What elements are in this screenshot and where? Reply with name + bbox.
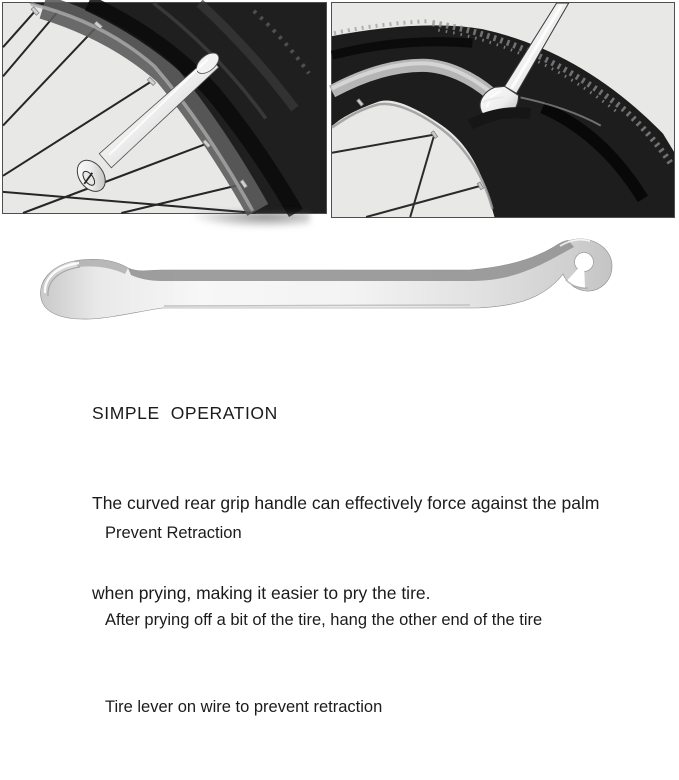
photo-lever-hooked-on-spoke — [2, 2, 327, 214]
section-line: Tire lever on wire to prevent retraction — [105, 698, 383, 716]
section-line: when prying, making it easier to pry the tire. — [92, 583, 431, 603]
photo-lever-prying-tire — [331, 2, 675, 218]
tire-lever-illustration — [0, 230, 679, 335]
right-photo-illustration — [332, 3, 674, 217]
left-photo-illustration — [3, 3, 326, 213]
tire-lever-product-image — [0, 230, 679, 335]
section-line: The curved rear grip handle can effectively force against the palm — [92, 493, 600, 513]
photo-edge-smudge — [192, 212, 310, 228]
section-heading-prevent-retraction: Prevent Retraction — [105, 524, 242, 542]
section-heading-simple-operation: SIMPLE OPERATION — [92, 403, 278, 423]
prevent-retraction-section — [105, 461, 542, 780]
section-line: After prying off a bit of the tire, hang the other end of the tire — [105, 611, 543, 629]
